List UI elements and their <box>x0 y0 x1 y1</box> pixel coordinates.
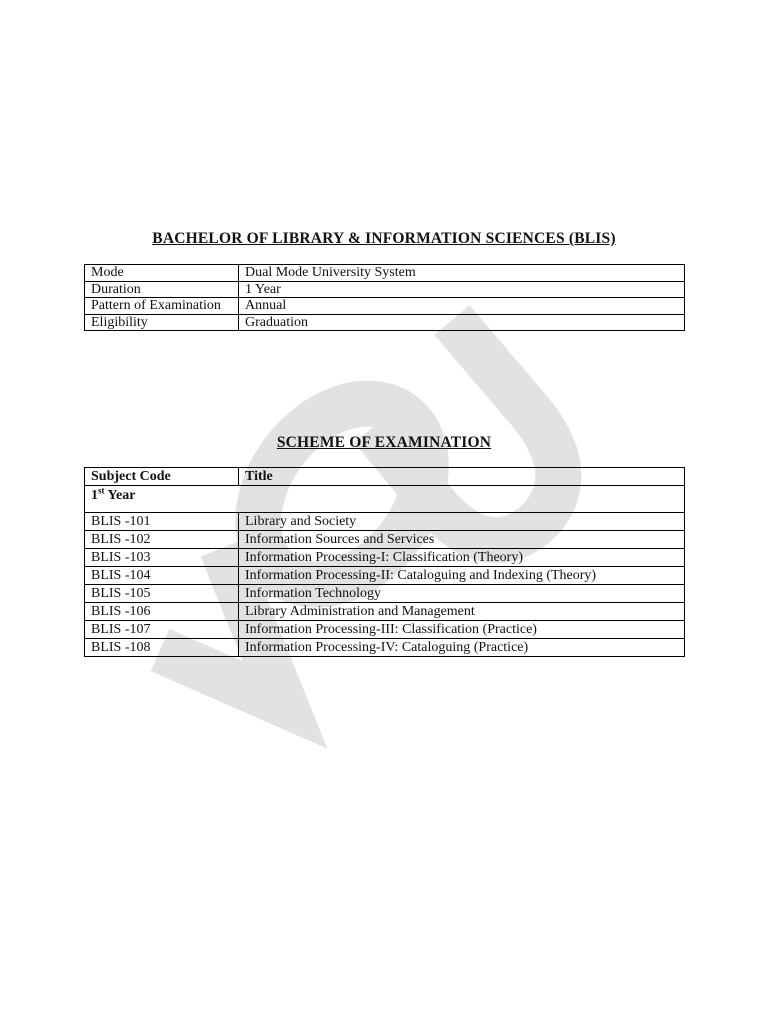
table-row <box>85 314 685 331</box>
subject-title: Information Technology <box>239 585 685 603</box>
subject-title: Information Processing-I: Classification (Theory) <box>239 549 685 567</box>
subject-code: BLIS -103 <box>85 549 239 567</box>
subject-code: BLIS -107 <box>85 621 239 639</box>
exam-scheme-table <box>84 467 685 657</box>
year-row <box>85 486 685 513</box>
subject-code: BLIS -101 <box>85 513 239 531</box>
subject-code: BLIS -106 <box>85 603 239 621</box>
subject-code: BLIS -108 <box>85 639 239 657</box>
info-label: Eligibility <box>85 314 239 331</box>
subject-title: Information Processing-III: Classification (Practice) <box>239 621 685 639</box>
info-value: 1 Year <box>239 281 685 298</box>
table-row <box>85 265 685 282</box>
year-word: Year <box>107 488 136 503</box>
year-number: 1 <box>91 488 98 503</box>
table-row <box>85 531 685 549</box>
table-row <box>85 585 685 603</box>
scheme-title: SCHEME OF EXAMINATION <box>276 434 492 451</box>
year-suffix: st <box>98 485 105 496</box>
subject-title: Information Processing-II: Cataloguing and Indexing (Theory) <box>239 567 685 585</box>
table-row <box>85 567 685 585</box>
table-row <box>85 281 685 298</box>
info-label: Mode <box>85 265 239 282</box>
column-header-code: Subject Code <box>85 468 239 486</box>
table-row <box>85 513 685 531</box>
info-value: Graduation <box>239 314 685 331</box>
program-info-table <box>84 264 685 331</box>
subject-title: Library and Society <box>239 513 685 531</box>
info-value: Annual <box>239 298 685 315</box>
table-row <box>85 603 685 621</box>
info-label: Pattern of Examination <box>85 298 239 315</box>
column-header-title: Title <box>239 468 685 486</box>
subject-title: Information Processing-IV: Cataloguing (Practice) <box>239 639 685 657</box>
table-row <box>85 621 685 639</box>
document-title: BACHELOR OF LIBRARY & INFORMATION SCIENCES (BLIS) <box>152 230 616 247</box>
subject-code: BLIS -105 <box>85 585 239 603</box>
subject-title: Information Sources and Services <box>239 531 685 549</box>
subject-code: BLIS -102 <box>85 531 239 549</box>
table-header-row <box>85 468 685 486</box>
info-label: Duration <box>85 281 239 298</box>
subject-code: BLIS -104 <box>85 567 239 585</box>
subject-title: Library Administration and Management <box>239 603 685 621</box>
info-value: Dual Mode University System <box>239 265 685 282</box>
year-label <box>85 486 685 513</box>
table-row <box>85 298 685 315</box>
table-row <box>85 549 685 567</box>
table-row <box>85 639 685 657</box>
